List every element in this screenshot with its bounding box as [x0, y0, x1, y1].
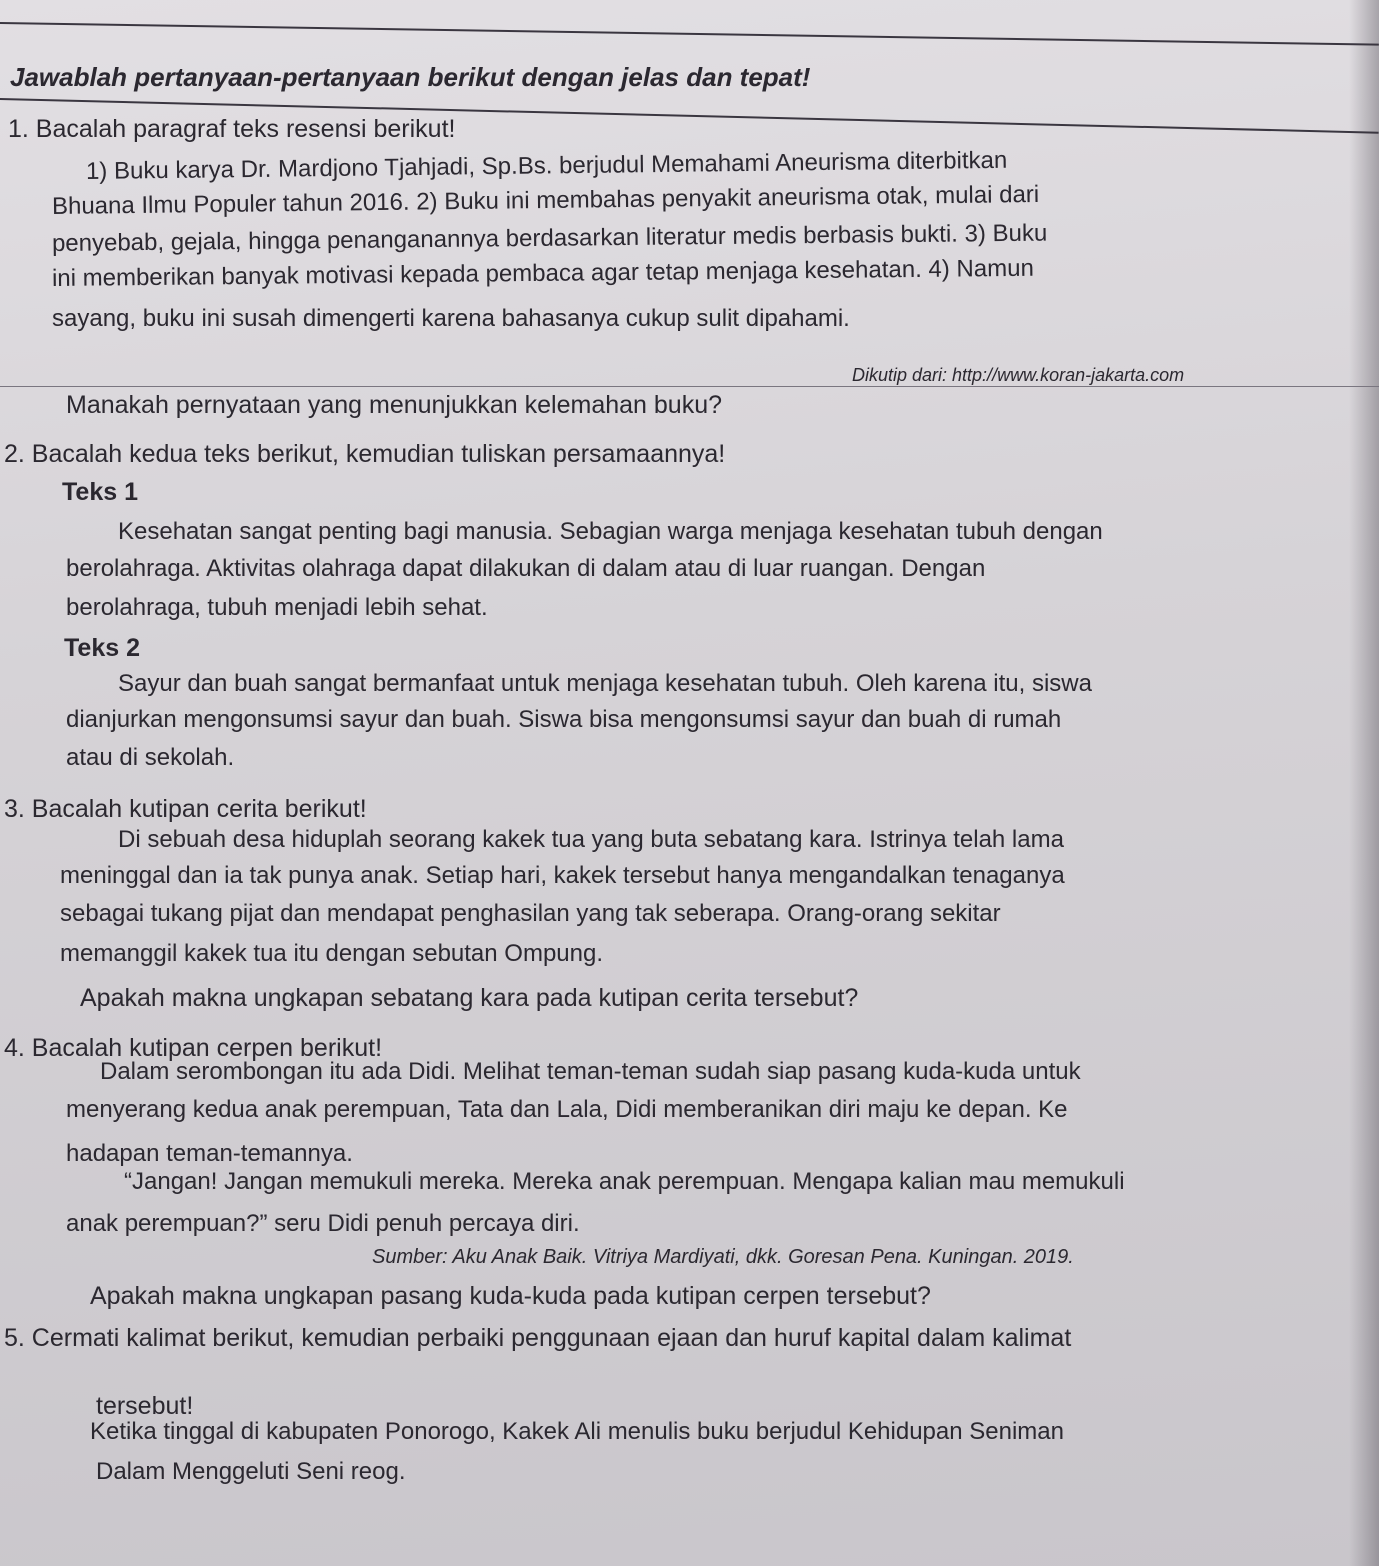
q2-text2-line-1: Sayur dan buah sangat bermanfaat untuk menjaga kesehatan tubuh. Oleh karena itu, siswa [118, 670, 1092, 697]
q2-text2-line-3: atau di sekolah. [66, 744, 235, 771]
q1-line-1: 1) Buku karya Dr. Mardjono Tjahjadi, Sp.Bs. berjudul Memahami Aneurisma diterbitkan [85, 146, 1008, 185]
q2-text1-line-2: berolahraga. Aktivitas olahraga dapat dilakukan di dalam atau di luar ruangan. Dengan [66, 555, 986, 582]
q2-text2-line-2: dianjurkan mengonsumsi sayur dan buah. Siswa bisa mengonsumsi sayur dan buah di rumah [66, 706, 1062, 733]
q1-line-2: Bhuana Ilmu Populer tahun 2016. 2) Buku ini membahas penyakit aneurisma otak, mulai dari [51, 180, 1040, 220]
q5-instruction-line-1: 5. Cermati kalimat berikut, kemudian perbaiki penggunaan ejaan dan huruf kapital dalam kalimat [4, 1324, 1072, 1352]
q3-line-1: Di sebuah desa hiduplah seorang kakek tua yang buta sebatang kara. Istrinya telah lama [118, 826, 1064, 853]
q1-question: Manakah pernyataan yang menunjukkan kelemahan buku? [66, 391, 723, 419]
q4-line-3: hadapan teman-temannya. [66, 1140, 353, 1167]
q4-source: Sumber: Aku Anak Baik. Vitriya Mardiyati, dkk. Goresan Pena. Kuningan. 2019. [372, 1246, 1074, 1268]
q4-question: Apakah makna ungkapan pasang kuda-kuda pada kutipan cerpen tersebut? [90, 1282, 931, 1310]
q1-line-4: ini memberikan banyak motivasi kepada pembaca agar tetap menjaga kesehatan. 4) Namun [51, 254, 1034, 292]
q5-line-2: Dalam Menggeluti Seni reog. [96, 1458, 406, 1485]
q4-line-5: anak perempuan?” seru Didi penuh percaya diri. [66, 1210, 580, 1237]
page-edge-shadow [1349, 0, 1379, 1566]
q3-line-2: meninggal dan ia tak punya anak. Setiap hari, kakek tersebut hanya mengandalkan tenaganya [60, 862, 1065, 889]
q3-instruction: 3. Bacalah kutipan cerita berikut! [4, 795, 367, 823]
q5-instruction-line-2: tersebut! [96, 1392, 194, 1420]
q2-text1-label: Teks 1 [62, 478, 138, 506]
q1-divider [0, 386, 1379, 387]
q1-source: Dikutip dari: http://www.koran-jakarta.com [852, 365, 1185, 385]
q4-line-2: menyerang kedua anak perempuan, Tata dan Lala, Didi memberanikan diri maju ke depan. Ke [66, 1096, 1068, 1123]
q2-text1-line-3: berolahraga, tubuh menjadi lebih sehat. [66, 594, 488, 621]
q1-line-5: sayang, buku ini susah dimengerti karena bahasanya cukup sulit dipahami. [52, 305, 850, 332]
q4-instruction: 4. Bacalah kutipan cerpen berikut! [4, 1034, 383, 1062]
q5-line-1: Ketika tinggal di kabupaten Ponorogo, Kakek Ali menulis buku berjudul Kehidupan Seniman [90, 1418, 1064, 1445]
q1-instruction: 1. Bacalah paragraf teks resensi berikut! [8, 115, 456, 143]
q2-text2-label: Teks 2 [64, 634, 140, 662]
q4-line-4: “Jangan! Jangan memukuli mereka. Mereka anak perempuan. Mengapa kalian mau memukuli [124, 1168, 1125, 1195]
q3-line-3: sebagai tukang pijat dan mendapat penghasilan yang tak seberapa. Orang-orang sekitar [60, 900, 1001, 927]
q3-question: Apakah makna ungkapan sebatang kara pada kutipan cerita tersebut? [80, 984, 859, 1012]
q3-line-4: memanggil kakek tua itu dengan sebutan Ompung. [60, 940, 604, 967]
q2-text1-line-1: Kesehatan sangat penting bagi manusia. Sebagian warga menjaga kesehatan tubuh dengan [118, 518, 1103, 545]
q4-line-1: Dalam serombongan itu ada Didi. Melihat teman-teman sudah siap pasang kuda-kuda untuk [100, 1058, 1081, 1085]
q2-instruction: 2. Bacalah kedua teks berikut, kemudian tuliskan persamaannya! [4, 440, 726, 468]
worksheet-title: Jawablah pertanyaan-pertanyaan berikut dengan jelas dan tepat! [10, 62, 811, 92]
q1-line-3: penyebab, gejala, hingga penanganannya berdasarkan literatur medis berbasis bukti. 3) Buku [51, 219, 1048, 257]
